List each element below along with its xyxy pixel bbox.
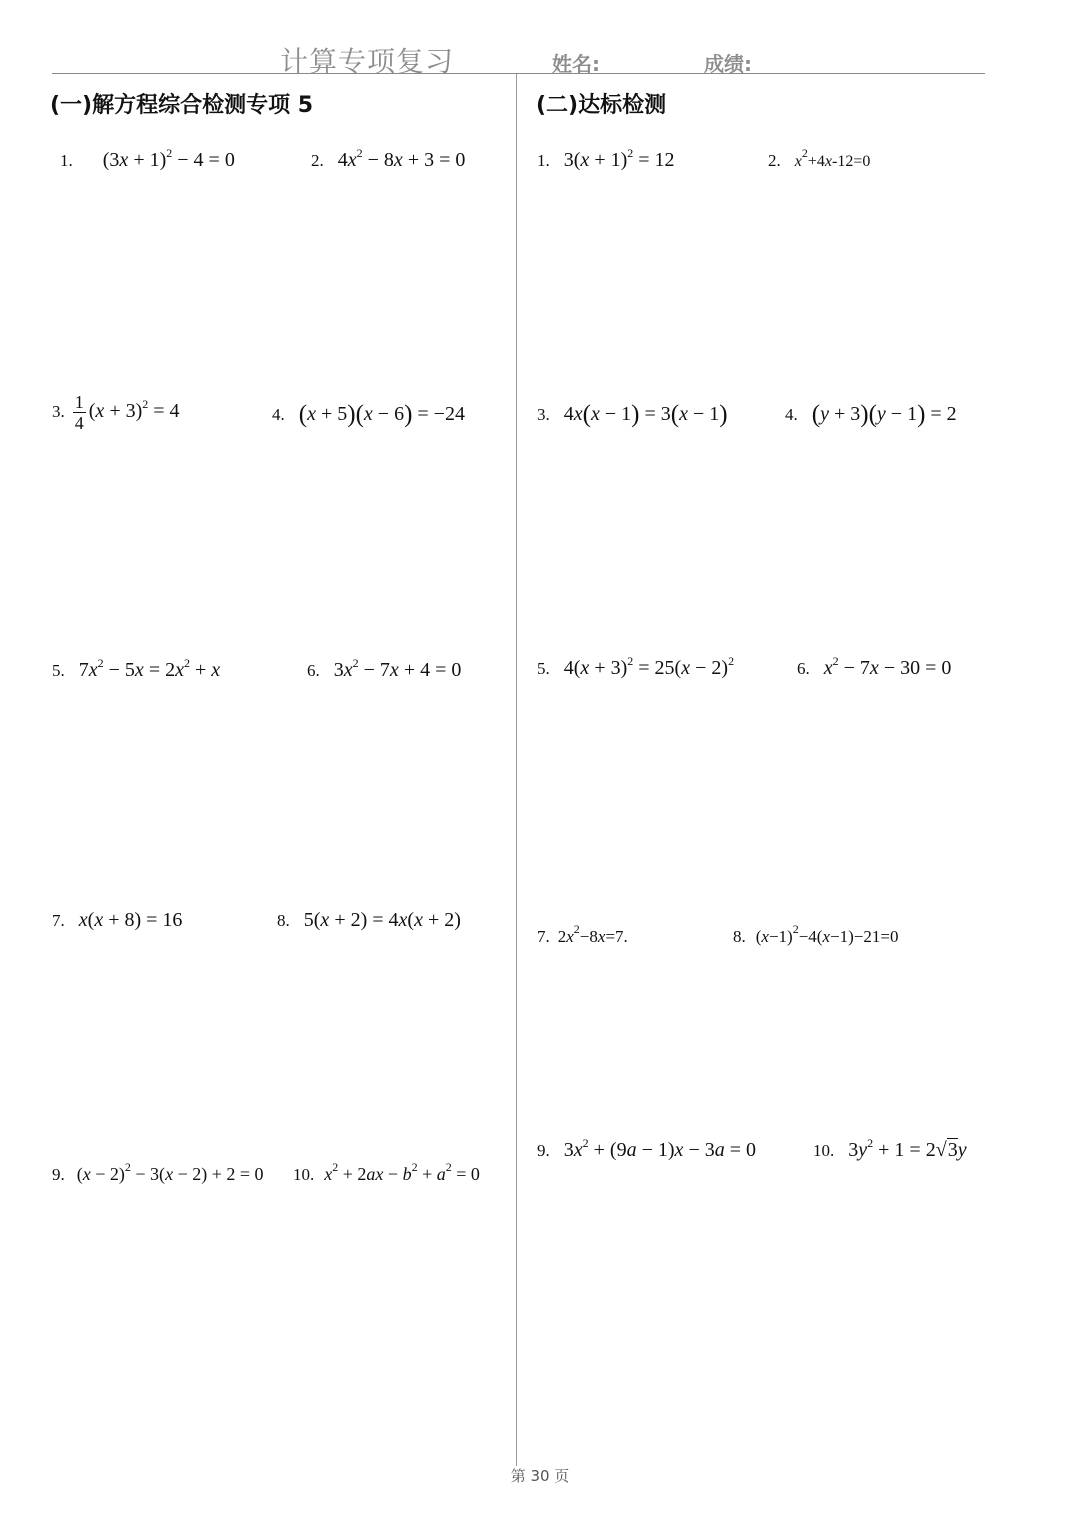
- score-label: 成绩:: [704, 52, 752, 76]
- page-number: 第 30 页: [510, 1467, 570, 1485]
- right-problem-2: [768, 146, 871, 170]
- right-problem-5: [537, 654, 735, 679]
- left-problem-10: [293, 1160, 480, 1184]
- problem-number: 7.: [52, 911, 65, 930]
- equation: $(x-1)^2-4(x-1)-21=0$: [755, 922, 899, 946]
- left-problem-1: [60, 146, 235, 171]
- problem-number: 1.: [60, 151, 73, 170]
- equation: $(x - 2)^2 - 3(x - 2) + 2 = 0$: [76, 1160, 264, 1184]
- equation: $x^2 - 7x - 30 = 0$: [823, 654, 952, 679]
- problem-number: 10.: [813, 1141, 835, 1160]
- page-header: [0, 36, 1080, 76]
- problem-number: 2.: [768, 151, 781, 170]
- problem-number: 3.: [537, 405, 550, 424]
- fraction: $\frac{1}{4}$: [74, 392, 84, 433]
- problem-number: 9.: [52, 1165, 65, 1184]
- equation: $3x^2 + (9a - 1)x - 3a = 0$: [563, 1136, 756, 1161]
- equation: $3y^2 + 1 = 2√3y$: [848, 1136, 967, 1161]
- problem-number: 2.: [311, 151, 324, 170]
- equation: $4x^2 - 8x + 3 = 0$: [337, 146, 466, 171]
- column-divider: [516, 74, 517, 1466]
- problem-number: 6.: [797, 659, 810, 678]
- left-problem-9: [52, 1160, 264, 1184]
- problem-number: 4.: [272, 405, 285, 424]
- problem-number: 3.: [52, 402, 65, 422]
- left-section-title: (一)解方程综合检测专项 5: [50, 93, 314, 118]
- right-problem-3: [537, 402, 728, 427]
- equation: x(x + 8) = 16: [78, 909, 183, 931]
- equation: (x + 5)(x − 6) = −24: [298, 401, 465, 428]
- problem-number: 8.: [277, 911, 290, 930]
- right-section-title: (二)达标检测: [536, 93, 667, 118]
- left-problem-6: [307, 656, 462, 681]
- right-problem-4: [785, 402, 957, 427]
- problem-number: 10.: [293, 1165, 315, 1184]
- problem-number: 4.: [785, 405, 798, 424]
- problem-number: 5.: [52, 661, 65, 680]
- problem-number: 5.: [537, 659, 550, 678]
- name-label: 姓名:: [552, 52, 600, 76]
- problem-number: 9.: [537, 1141, 550, 1160]
- problem-number: 7.: [537, 927, 550, 946]
- left-problem-4: [272, 402, 465, 427]
- equation: $4(x + 3)^2 = 25(x - 2)^2$: [563, 654, 735, 679]
- left-problem-3: [52, 392, 180, 433]
- equation: $\frac{1}{4}$ $(x + 3)^2 = 4$: [74, 392, 180, 433]
- equation: $7x^2 - 5x = 2x^2 + x$: [78, 656, 221, 681]
- equation: (y + 3)(y − 1) = 2: [811, 401, 957, 428]
- right-problem-10: [813, 1136, 967, 1161]
- right-problem-9: [537, 1136, 756, 1161]
- equation: $3x^2 - 7x + 4 = 0$: [333, 656, 462, 681]
- equation: 5(x + 2) = 4x(x + 2): [303, 909, 461, 931]
- equation: $3(x + 1)^2 = 12$: [563, 146, 675, 171]
- left-problem-8: [277, 910, 461, 930]
- equation: $x^2 + 2ax - b^2 + a^2 = 0$: [324, 1160, 480, 1184]
- equation: $(3x + 1)^2 - 4 = 0$: [102, 146, 235, 171]
- equation: 4x(x − 1) = 3(x − 1): [563, 401, 728, 428]
- problem-number: 1.: [537, 151, 550, 170]
- right-problem-8: [733, 922, 899, 946]
- problem-number: 8.: [733, 927, 746, 946]
- right-problem-7: [537, 922, 628, 946]
- left-problem-7: [52, 910, 182, 930]
- right-problem-1: [537, 146, 675, 171]
- header-divider: [52, 73, 985, 74]
- left-problem-2: [311, 146, 466, 171]
- page-title: 计算专项复习: [280, 45, 455, 78]
- left-problem-5: [52, 656, 221, 681]
- right-problem-6: [797, 654, 952, 679]
- problem-number: 6.: [307, 661, 320, 680]
- equation: $2x^2-8x=7$.: [557, 922, 628, 946]
- equation: $x^2+4x-12=0$: [794, 146, 871, 170]
